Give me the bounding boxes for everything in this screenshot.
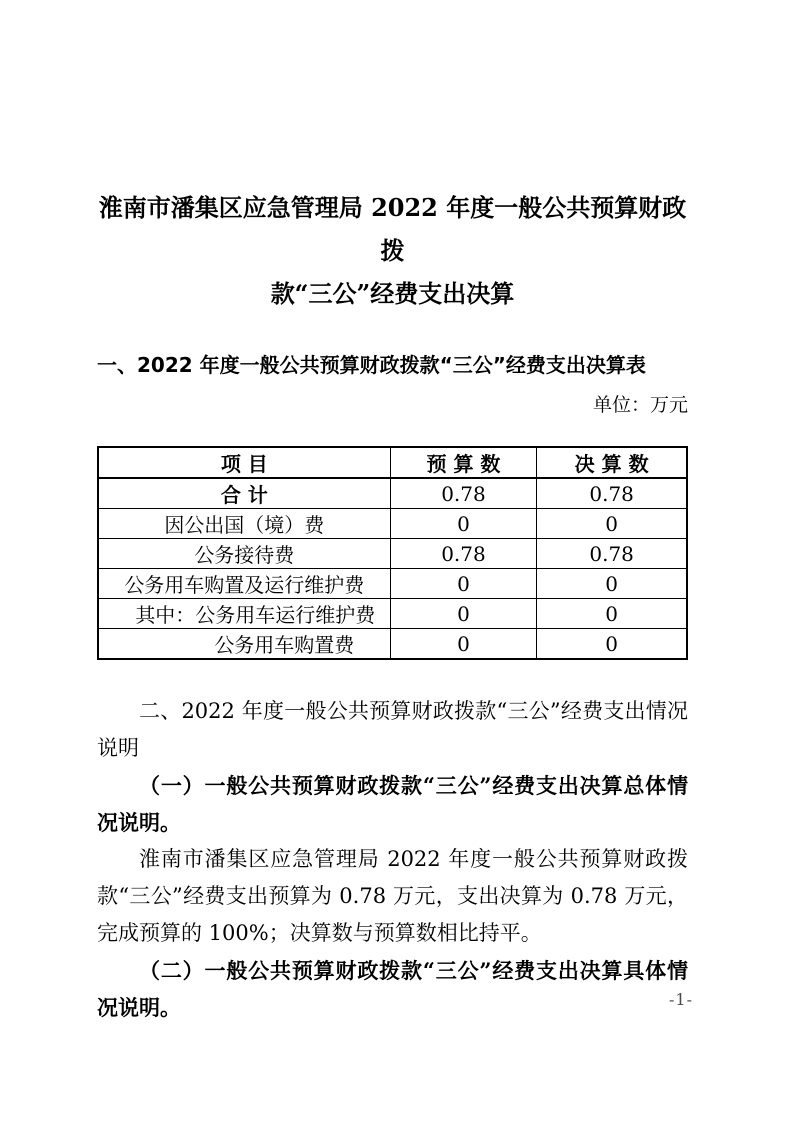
document-content [97, 0, 688, 1026]
item-cell: 因公出国（境）费 [98, 509, 390, 539]
table-row-abroad [98, 509, 687, 539]
section-2-sub1-heading: （一）一般公共预算财政拨款“三公”经费支出决算总体情况说明。 [97, 773, 688, 835]
final-cell: 0.78 [537, 478, 687, 509]
table-row-total [98, 478, 687, 509]
item-cell: 公务接待费 [98, 539, 390, 569]
final-cell: 0 [537, 629, 687, 660]
page-number: -1- [669, 990, 693, 1009]
col-header-final: 决 算 数 [537, 447, 687, 478]
item-cell: 公务用车购置费 [98, 629, 390, 660]
document-title [97, 186, 688, 315]
final-cell: 0 [537, 509, 687, 539]
final-cell: 0.78 [537, 539, 687, 569]
budget-cell: 0.78 [390, 478, 537, 509]
section-2-sub2-heading: （二）一般公共预算财政拨款“三公”经费支出决算具体情况说明。 [97, 958, 688, 1020]
section-2-sub1-body: 淮南市潘集区应急管理局 2022 年度一般公共预算财政拨款“三公”经费支出预算为 0.78 万元，支出决算为 0.78 万元，完成预算的 100%；决算数与预算数相比持平。 [97, 847, 688, 945]
section-1-heading: 一、2022 年度一般公共预算财政拨款“三公”经费支出决算表 [97, 353, 646, 377]
budget-cell: 0 [390, 569, 537, 599]
final-cell: 0 [537, 569, 687, 599]
section-2-heading: 二、2022 年度一般公共预算财政拨款“三公”经费支出情况说明 [97, 699, 688, 760]
table-header-row [98, 447, 687, 478]
unit-label: 单位：万元 [592, 394, 688, 416]
budget-cell: 0 [390, 509, 537, 539]
document-title-line-2: 款“三公”经费支出决算 [270, 279, 515, 308]
col-header-budget: 预 算 数 [390, 447, 537, 478]
item-cell: 公务用车购置及运行维护费 [98, 569, 390, 599]
col-header-item: 项 目 [98, 447, 390, 478]
budget-cell: 0 [390, 599, 537, 629]
budget-cell: 0 [390, 629, 537, 660]
budget-cell: 0.78 [390, 539, 537, 569]
document-title-line-1: 淮南市潘集区应急管理局 2022 年度一般公共预算财政拨 [98, 193, 687, 265]
table-row-vehicle-total [98, 569, 687, 599]
item-cell: 其中：公务用车运行维护费 [98, 599, 390, 629]
table-row-vehicle-purchase [98, 629, 687, 660]
item-cell: 合 计 [98, 478, 390, 509]
expense-table [97, 446, 688, 660]
table-row-vehicle-maintenance [98, 599, 687, 629]
table-row-reception [98, 539, 687, 569]
final-cell: 0 [537, 599, 687, 629]
